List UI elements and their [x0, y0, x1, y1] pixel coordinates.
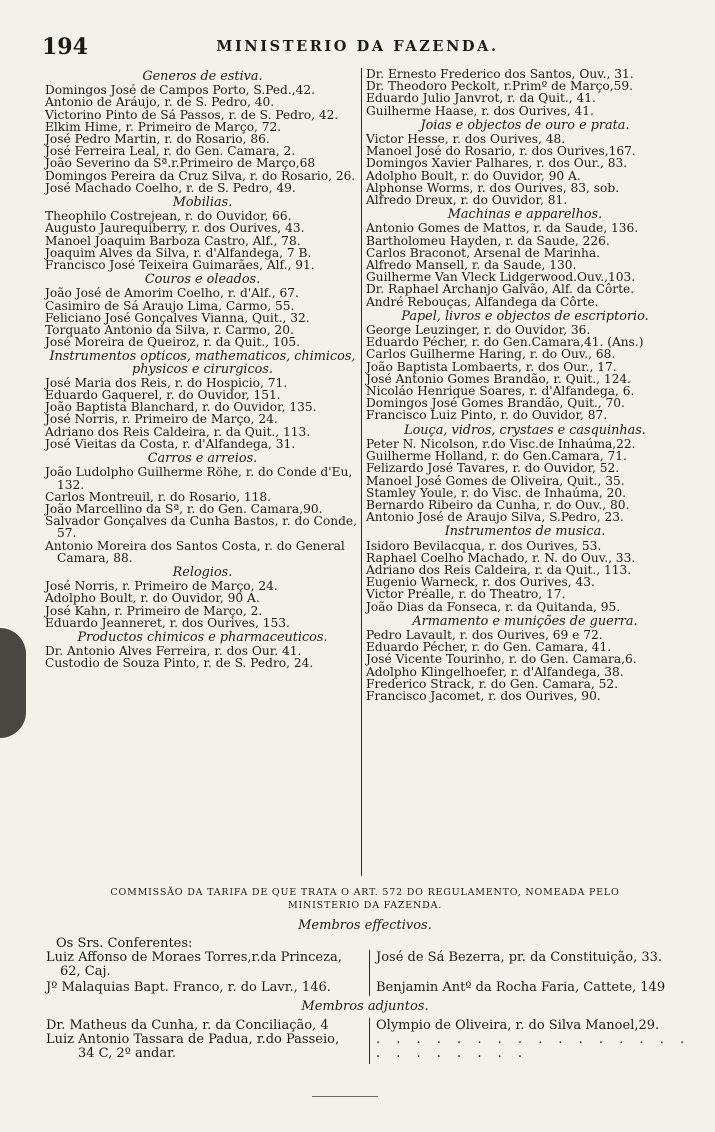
directory-entry: Victor Hesse, r. dos Ourives, 48. [366, 132, 566, 147]
directory-entry: José Kahn, r. Primeiro de Março, 2. [45, 603, 263, 618]
directory-entry: Adolpho Boult, r. do Ouvidor, 90 A. [45, 591, 260, 606]
directory-entry: Custodio de Souza Pinto, r. de S. Pedro, 24. [45, 656, 314, 671]
section-heading: Papel, livros e objectos de escriptorio. [401, 308, 649, 324]
adjunct-member-left-2: Luiz Antonio Tassara de Padua, r.do Passeio, [46, 1032, 340, 1047]
directory-entry: Adolpho Klingelhoefer, r. d'Alfandega, 38. [366, 664, 624, 679]
section-heading: Instrumentos opticos, mathematicos, chimicos, physicos e cirurgicos. [49, 349, 356, 377]
directory-entry: Antonio de Aráujo, r. de S. Pedro, 40. [45, 95, 275, 110]
section-heading: Instrumentos de musica. [444, 524, 606, 540]
section-heading: Armamento e munições de guerra. [412, 613, 638, 629]
commission-heading [40, 887, 690, 912]
directory-entry: Alphonse Worms, r. dos Ourives, 83, sob. [366, 180, 619, 195]
directory-entry: Guilherme Van Vleck Lidgerwood.Ouv.,103. [366, 270, 636, 285]
directory-entry: Antonio Moreira dos Santos Costa, r. do General Camara, 88. [45, 538, 345, 565]
page-number: 194 [42, 34, 88, 60]
directory-entry: Elkim Hime, r. Primeiro de Março, 72. [45, 119, 282, 134]
directory-entry: Domingos José Gomes Brandão, Quit., 70. [366, 396, 625, 411]
directory-entry: José Vicente Tourinho, r. do Gen. Camara,6. [366, 652, 637, 667]
directory-entry: João Dias da Fonseca, r. da Quitanda, 95. [366, 599, 621, 614]
directory-entry: Bernardo Ribeiro da Cunha, r. do Ouv., 80. [366, 497, 630, 512]
directory-entry: Francisco Jacomet, r. dos Ourives, 90. [366, 688, 601, 703]
directory-entry: Carlos Guilherme Haring, r. do Ouv., 68. [366, 347, 616, 362]
directory-entry: André Rebouças, Alfandega da Côrte. [366, 294, 599, 309]
directory-entry: Stamley Youle, r. do Visc. de Inhaúma, 20. [366, 485, 626, 500]
directory-entry: Dr. Raphael Archanjo Galvão, Alf. da Côrte. [366, 282, 635, 297]
directory-entry: Domingos José de Campos Porto, S.Ped.,42. [45, 83, 315, 98]
directory-entry: Domingos Xavier Palhares, r. dos Our., 83. [366, 156, 628, 171]
directory-entry: Francisco José Teixeira Guimarães, Alf., 91. [45, 258, 315, 273]
section-heading: Productos chimicos e pharmaceuticos. [77, 629, 328, 645]
directory-entry: Eugenio Warneck, r. dos Ourives, 43. [366, 575, 595, 590]
directory-entry: João Marcellino da Sª, r. do Gen. Camara,90. [45, 501, 323, 516]
adjunct-member-left-1: Dr. Matheus da Cunha, r. da Conciliação, 4 [46, 1018, 329, 1033]
conferentes-intro: Os Srs. Conferentes: [56, 936, 193, 951]
directory-entry: Eduardo Jeanneret, r. dos Ourives, 153. [45, 615, 290, 630]
directory-entry: José Vieitas da Costa, r. d'Alfandega, 31. [45, 436, 296, 451]
directory-entry: Victor Préalle, r. do Theatro, 17. [366, 587, 566, 602]
directory-entry: José Antonio Gomes Brandão, r. Quit., 124. [366, 371, 632, 386]
directory-entry: Peter N. Nicolson, r.do Visc.de Inhaúma,22. [366, 436, 636, 451]
directory-entry: José Machado Coelho, r. de S. Pedro, 49. [45, 180, 296, 195]
directory-entry: Nicoláo Henrique Soares, r. d'Alfandega, 6. [366, 384, 635, 399]
directory-entry: Adriano dos Reis Caldeira, r. da Quit., 113. [366, 562, 632, 577]
section-heading: Generos de estiva. [142, 69, 263, 84]
directory-entry: Salvador Gonçalves da Cunha Bastos, r. do Conde, 57. [45, 514, 357, 541]
directory-entry: Guilherme Holland, r. do Gen.Camara, 71. [366, 449, 627, 464]
effective-member-right-2: Benjamin Antº da Rocha Faria, Cattete, 149 [376, 980, 666, 995]
directory-entry: João Baptista Blanchard, r. do Ouvidor, 135. [45, 400, 317, 415]
directory-entry: José Maria dos Reis, r. do Hospicio, 71. [45, 375, 288, 390]
directory-entry: Dr. Antonio Alves Ferreira, r. dos Our. 41. [45, 644, 302, 659]
directory-entry: Dr. Theodoro Peckolt, r.Primº de Março,59. [366, 79, 633, 94]
running-title: MINISTERIO DA FAZENDA. [216, 38, 499, 55]
commission-title-line2: MINISTERIO DA FAZENDA. [287, 899, 443, 911]
directory-entry: Antonio Gomes de Mattos, r. da Saude, 136. [366, 221, 639, 236]
directory-entry: José Ferreira Leal, r. do Gen. Camara, 2. [45, 144, 296, 159]
directory-entry: Augusto Jaurequiberry, r. dos Ourives, 43. [45, 221, 305, 236]
effective-member-left-2: Jº Malaquias Bapt. Franco, r. do Lavr., 146. [46, 980, 331, 995]
directory-entry: Felizardo José Tavares, r. do Ouvidor, 52. [366, 461, 620, 476]
directory-entry: Torquato Antonio da Silva, r. Carmo, 20. [45, 323, 294, 338]
directory-entry: Feliciano José Gonçalves Vianna, Quit., 32. [45, 310, 310, 325]
commission-title-line1: COMMISSÃO DA TARIFA DE QUE TRATA O ART. 572 DO REGULAMENTO, NOMEADA PELO [110, 887, 620, 898]
directory-entry: Domingos Pereira da Cruz Silva, r. do Rosario, 26. [45, 168, 356, 183]
effective-divider [369, 950, 370, 996]
directory-entry: Adriano dos Reis Caldeira, r. da Quit., 113. [45, 424, 311, 439]
effective-member-left-1: Luiz Affonso de Moraes Torres,r.da Princeza, [46, 950, 342, 965]
directory-entry: João José de Amorim Coelho, r. d'Alf., 67. [45, 286, 299, 301]
directory-entry: Theophilo Costrejean, r. do Ouvidor, 66. [45, 209, 292, 224]
effective-member-left-1-address: 62, Caj. [60, 964, 111, 979]
effective-member-right-1: José de Sá Bezerra, pr. da Constituição, 33. [376, 950, 663, 965]
margin-ornament [0, 628, 26, 738]
directory-entry: Eduardo Pécher, r. do Gen. Camara, 41. [366, 640, 612, 655]
directory-entry: Alfredo Dreux, r. do Ouvidor, 81. [366, 193, 568, 208]
directory-entry: Guilherme Haase, r. dos Ourives, 41. [366, 103, 594, 118]
directory-entry: Adolpho Boult, r. do Ouvidor, 90 A. [366, 168, 581, 183]
directory-entry: George Leuzinger, r. do Ouvidor, 36. [366, 323, 591, 338]
section-heading: Joias e objectos de ouro e prata. [420, 117, 630, 133]
directory-entry: José Pedro Martin, r. do Rosario, 86. [45, 132, 270, 147]
directory-entry: Bartholomeu Hayden, r. da Saude, 226. [366, 233, 610, 248]
directory-entry: José Norris, r. Primeiro de Março, 24. [45, 412, 278, 427]
directory-entry: Raphael Coelho Machado, r. N. do Ouv., 33. [366, 550, 636, 565]
directory-entry: João Ludolpho Guilherme Röhe, r. do Conde d'Eu, 132. [45, 465, 353, 492]
directory-entry: José Norris, r. Primeiro de Março, 24. [45, 579, 278, 594]
directory-entry: Dr. Ernesto Frederico dos Santos, Ouv., 31. [366, 67, 634, 81]
directory-entry: Eduardo Gaquerel, r. do Ouvidor, 151. [45, 388, 281, 403]
directory-entry: Victorino Pinto de Sá Passos, r. de S. Pedro, 42. [45, 107, 339, 122]
section-heading: Couros e oleados. [144, 272, 261, 288]
section-heading: Mobilias. [172, 195, 233, 211]
effective-members-label: Membros effectivos. [298, 918, 432, 933]
directory-entry: Carlos Montreuil, r. do Rosario, 118. [45, 489, 272, 504]
section-heading: Carros e arreios. [147, 451, 258, 467]
directory-entry: Francisco Luiz Pinto, r. do Ouvidor, 87. [366, 408, 608, 423]
left-column [45, 68, 360, 670]
section-heading: Machinas e apparelhos. [447, 207, 603, 223]
right-column [366, 68, 684, 702]
directory-entry: Joaquim Alves da Silva, r. d'Alfandega, 7 B. [45, 245, 312, 260]
adjunct-member-right-1: Olympio de Oliveira, r. do Silva Manoel,29. [376, 1018, 660, 1033]
column-divider [361, 68, 362, 876]
adjunct-member-left-2-address: 34 C, 2º andar. [78, 1046, 177, 1061]
directory-entry: Manoel Joaquim Barboza Castro, Alf., 78. [45, 233, 301, 248]
directory-entry: Eduardo Pécher, r. do Gen.Camara,41. (Ans.) [366, 335, 644, 350]
directory-entry: Pedro Lavault, r. dos Ourives, 69 e 72. [366, 627, 603, 642]
directory-entry: Frederico Strack, r. do Gen. Camara, 52. [366, 676, 618, 691]
directory-entry: João Baptista Lombaerts, r. dos Our., 17. [366, 359, 617, 374]
directory-entry: Isidoro Bevilacqua, r. dos Ourives, 53. [366, 538, 602, 553]
section-heading: Louça, vidros, crystaes e casquinhas. [404, 422, 646, 438]
directory-entry: Antonio José de Araujo Silva, S.Pedro, 23. [366, 510, 624, 525]
page-header [30, 34, 685, 60]
directory-entry: José Moreira de Queiroz, r. da Quit., 105. [45, 335, 301, 350]
directory-entry: João Severino da Sª.r.Primeiro de Março,68 [45, 156, 316, 171]
section-heading: Relogios. [172, 564, 233, 580]
adjunct-members-label: Membros adjuntos. [301, 999, 429, 1014]
directory-entry: Casimiro de Sá Araujo Lima, Carmo, 55. [45, 298, 295, 313]
directory-entry: Carlos Braconot, Arsenal de Marinha. [366, 245, 601, 260]
adjunct-divider [369, 1018, 370, 1064]
directory-entry: Manoel José do Rosario, r. dos Ourives,167. [366, 144, 636, 159]
footer-rule [312, 1096, 378, 1097]
dot-leader: . . . . . . . . . . . . . . . . . . . . . . . . [376, 1032, 691, 1061]
directory-entry: Eduardo Julio Janvrot, r. da Quit., 41. [366, 91, 596, 106]
directory-entry: Manoel José Gomes de Oliveira, Quit., 35. [366, 473, 625, 488]
directory-entry: Alfredo Mansell, r. da Saude, 130. [366, 258, 577, 273]
